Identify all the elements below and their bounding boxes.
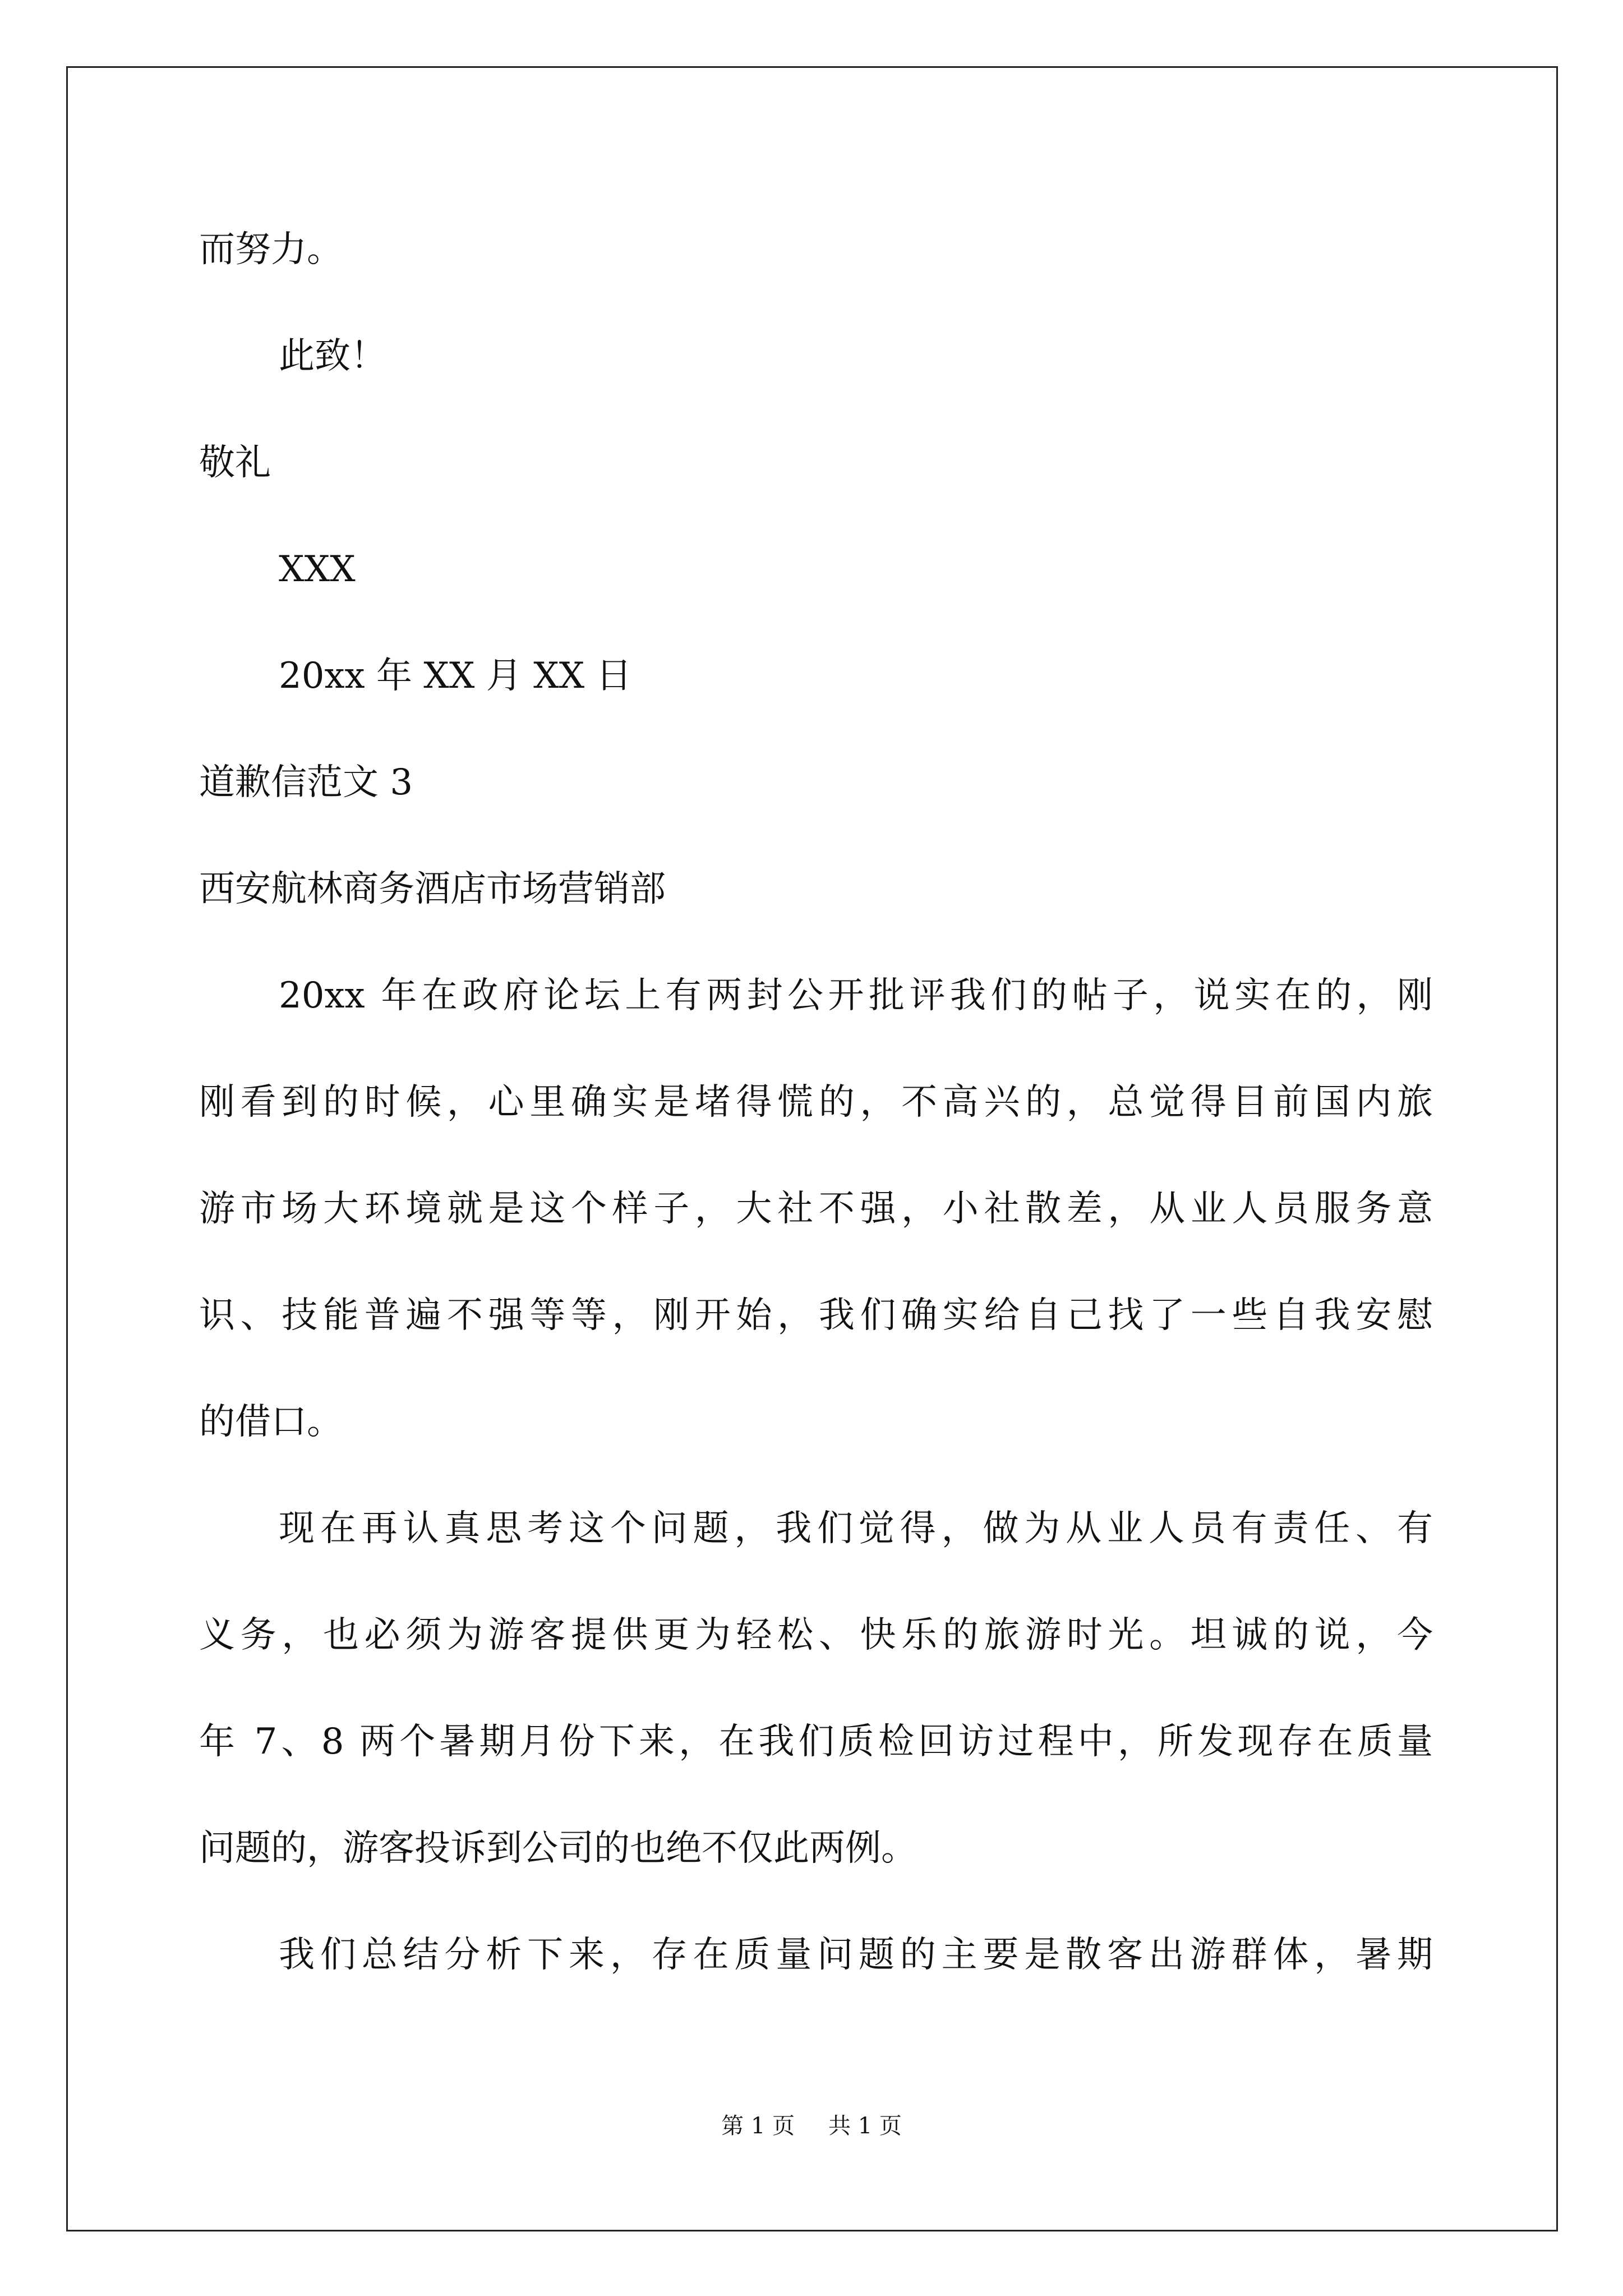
- paragraph-line: 游市场大环境就是这个样子，大社不强，小社散差，从业人员服务意: [199, 1188, 1433, 1230]
- recipient-line: 西安航林商务酒店市场营销部: [199, 868, 666, 910]
- paragraph-2: [199, 1475, 1433, 1902]
- text-line: 而努力。: [199, 229, 343, 270]
- closing-regards: 敬礼: [199, 442, 271, 484]
- paragraph-line: 我们总结分析下来，存在质量问题的主要是散客出游群体，暑期: [279, 1934, 1433, 1976]
- paragraph-line: 20xx 年在政府论坛上有两封公开批评我们的帖子，说实在的，刚: [279, 975, 1433, 1016]
- paragraph-line: 刚看到的时候，心里确实是堵得慌的，不高兴的，总觉得目前国内旅: [199, 1082, 1433, 1123]
- section-title: 道歉信范文 3: [199, 762, 413, 803]
- paragraph-line: 年 7、8 两个暑期月份下来，在我们质检回访过程中，所发现存在质量: [199, 1721, 1433, 1763]
- page-footer: [0, 2112, 1623, 2140]
- document-body: [199, 196, 1433, 2008]
- page-total: 共 1 页: [828, 2113, 902, 2139]
- signature: XXX: [279, 549, 356, 590]
- paragraph-1: [199, 942, 1433, 1475]
- paragraph-line: 现在再认真思考这个问题，我们觉得，做为从业人员有责任、有: [279, 1508, 1433, 1549]
- date-line: 20xx 年 XX 月 XX 日: [279, 655, 632, 697]
- page-number: 第 1 页: [721, 2113, 795, 2139]
- paragraph-line: 义务，也必须为游客提供更为轻松、快乐的旅游时光。坦诚的说，今: [199, 1614, 1433, 1656]
- paragraph-line: 的借口。: [199, 1401, 343, 1443]
- closing-salutation: 此致！: [279, 335, 386, 377]
- paragraph-line: 识、技能普遍不强等等，刚开始，我们确实给自己找了一些自我安慰: [199, 1295, 1433, 1336]
- paragraph-line: 问题的，游客投诉到公司的也绝不仅此两例。: [199, 1828, 917, 1869]
- paragraph-3: [199, 1902, 1433, 2008]
